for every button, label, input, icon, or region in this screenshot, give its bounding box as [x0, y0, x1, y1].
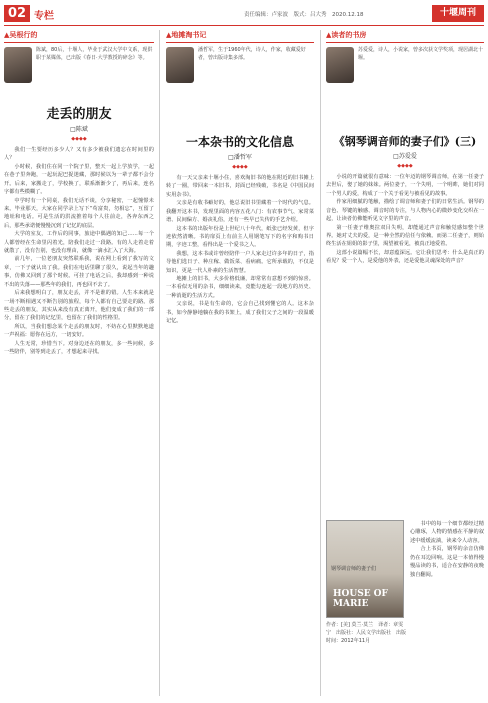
paragraph: 我们一生要经历多少人？又有多少被我们遗忘在时间里的人？	[4, 147, 154, 162]
author-bio	[4, 47, 154, 87]
paragraph: 前几年，一位老朋友突然联系我，说在网上看到了我写的文章，一下子就认出了我。我们在电话里聊了很久，说起当年的趣事，仿佛又回到了那个时候。可挂了电话之后，我却感到一种说不出的失落——那些年的我们，再也回不去了。	[4, 256, 154, 288]
bio-text: 苏爱爱，诗人，小说家，曾多次获文学奖项，现居湖北十堰。	[358, 47, 484, 61]
ornament-divider: ◆◆◆◆	[397, 163, 413, 169]
publication-name: 十堰周刊	[432, 5, 484, 22]
paragraph: 作家用细腻的笔触，描绘了调音师和妻子们的日常生活。钢琴的音色、琴键的触感、调音时的专注，与人物内心的微妙变化交织在一起，让读者仿佛能听见文字里的声音。	[326, 199, 484, 223]
article-body-continued	[410, 520, 484, 696]
book-cover-image	[326, 520, 404, 618]
author-photo	[166, 47, 194, 83]
column-2	[166, 30, 314, 698]
paragraph: 后来我想明白了，朋友走丢，并不是谁的错。人生本来就是一场不断相遇又不断告别的旅程，每个人都有自己要走的路。那些走丢的朋友，其实从来没有真正离开，他们变成了我们的一部分，留在了我们的记忆里，也留在了我们的性格里。	[4, 290, 154, 322]
book-cover-title: 钢琴调音师的妻子们	[331, 566, 377, 572]
paragraph: 这本书的出版年份是上世纪八十年代，纸张已经发黄，但字迹依然清晰。书的扉页上有前主人用钢笔写下的名字和购书日期，字迹工整，看得出是一个爱书之人。	[166, 225, 314, 249]
column-3	[326, 30, 484, 518]
article-body	[166, 174, 314, 326]
column-name: 专栏	[34, 11, 54, 22]
bio-text: 潘哲军，生于1960年代，诗人，作家，收藏爱好者，曾出版诗集多部。	[198, 47, 306, 61]
bio-text: 陈斌，80后，十堰人，毕业于武汉大学中文系，现供职于某媒体，已出版《春日·大学教授的碎念》等。	[36, 47, 153, 61]
author-tag: ▲读者的书房	[326, 30, 484, 43]
paragraph: 合上书页，钢琴的余音仿佛仍在耳边回响。这是一本值得慢慢品读的书，适合在安静的夜晚独自翻阅。	[410, 546, 484, 578]
article-byline: □陈斌	[70, 126, 88, 133]
paragraph: 父亲是有收书癖好的，他总说旧书里藏着一个时代的气息。我翻开这本书，发现里面的内容五花八门：有农事节气、家常菜谱、民间偏方、婚丧礼俗，还有一些早已失传的手艺介绍。	[166, 200, 314, 224]
page-number: 02	[4, 5, 30, 22]
paragraph: 第一任妻子维奥拉双目失明，却能通过声音和触觉感知整个世界。她对丈夫的爱，是一种全然的信任与依赖。而第二任妻子，则始终生活在姐姐的影子里，渴望被看见，被真正地爱着。	[326, 224, 484, 248]
article-body	[4, 146, 154, 357]
paragraph: 小说的开篇就很有意味：一位年迈的钢琴调音师，在第一任妻子去世后，娶了她的妹妹。两位妻子，一个失明，一个明眸，她们对同一个男人的爱，构成了一个关于看见与被看见的故事。	[326, 174, 484, 197]
paragraph: 地摊上的旧书，大多价格低廉，却常常有意想不到的惊喜。一本看似无用的杂书，细细读来，竟能勾连起一段地方的历史、一种消逝的生活方式。	[166, 276, 314, 299]
author-photo	[326, 47, 354, 83]
page-header	[4, 3, 484, 25]
article-body	[326, 173, 484, 266]
ornament-divider: ◆◆◆◆	[232, 164, 248, 170]
author-bio	[326, 47, 484, 87]
column-1	[4, 30, 154, 698]
paragraph: 所以，当我们想念某个走丢的朋友时，不妨在心里默默地道一声祝福：愿你在远方，一切安好。	[4, 323, 154, 339]
header-rule	[4, 25, 484, 26]
author-tag: ▲地摊淘书记	[166, 30, 314, 43]
paragraph: 大学的室友，工作后的同事，旅途中偶遇的知己……每一个人都曾经在生命里闪着光，陪我们走过一段路。有的人走着走着就散了，没有告别，也没有理由，就像一滴水汇入了大海。	[4, 231, 154, 255]
author-photo	[4, 47, 32, 83]
book-cover-en-title: HOUSE OF MARIE	[333, 589, 388, 609]
paragraph: 人生无常，珍惜当下。对身边还在的朋友，多一些问候，多一些陪伴，别等到走丢了，才想起来寻找。	[4, 340, 154, 356]
article-byline: □潘哲军	[228, 154, 252, 161]
paragraph: 我想，这本书或许曾经陪伴一户人家走过许多年的日子，指导他们选日子、种庄稼、做饭菜、看病痛。它所承载的，不仅是知识，更是一代人朴素的生活智慧。	[166, 250, 314, 274]
paragraph: 书中的每一个细节都经过精心雕琢，人物的情感在平静的叙述中缓缓流淌，读来令人动容。	[410, 521, 484, 544]
author-bio	[166, 47, 314, 87]
article-title: 一本杂书的文化信息	[185, 135, 294, 149]
paragraph: 父亲说，书是有生命的，它会自己找到懂它的人。这本杂书，如今静静地躺在我的书架上，成了我们父子之间的一段温暖记忆。	[166, 301, 314, 325]
article-title: 《钢琴调音师的妻子们》(三)	[333, 135, 477, 148]
article-title: 走丢的朋友	[46, 107, 112, 122]
paragraph: 小时候，我们住在同一个院子里，整天一起上学放学，一起在巷子里奔跑，一起玩泥巴捉迷藏，那时候以为一辈子都不会分开。后来，家搬走了，学校换了，联系渐渐少了，再后来，连名字都有些模糊了。	[4, 163, 154, 196]
editor-credits: 责任编辑：卢家波 版式：吕大秀 2020.12.18	[244, 12, 364, 18]
ornament-divider: ◆◆◆◆	[71, 136, 87, 142]
author-tag: ▲吴根行的	[4, 30, 154, 43]
paragraph: 这部小说篇幅不长，却意蕴深远。它让我们思考：什么是真正的看见？爱一个人，是爱他的外表，还是爱他灵魂深处的声音？	[326, 249, 484, 265]
book-caption: 作者：[美] 莫兰·莫兰 译者：章雯宁 出版社：人民文学出版社 出版时间：2012年11月	[326, 622, 407, 644]
article-byline: □苏爱爱	[393, 153, 417, 160]
column-divider	[159, 30, 160, 696]
paragraph: 有一天父亲来十堰小住，喜欢淘旧书的他在附近的旧书摊上转了一圈，带回来一本旧书，封面已经残破，书名是《中国民间实用杂书》。	[166, 175, 314, 198]
paragraph: 中学时有一个同桌，我们无话不谈，分享秘密，一起憧憬未来。毕业那天，大家在同学录上写下“苟富贵，勿相忘”，互留了地址和电话。可是生活的洪流推着每个人往前走，各奔东西之后，那些承诺便慢慢沉到了记忆的底层。	[4, 197, 154, 229]
column-divider	[320, 30, 321, 696]
